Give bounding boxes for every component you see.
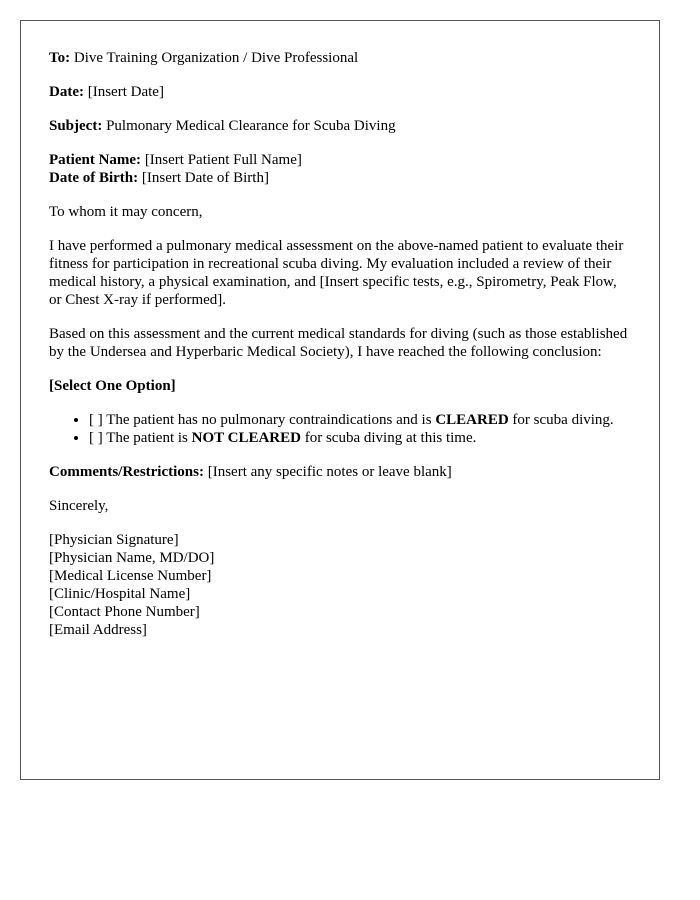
to-line xyxy=(49,49,631,67)
physician-signature: [Physician Signature] xyxy=(49,532,179,548)
contact-phone: [Contact Phone Number] xyxy=(49,604,200,620)
option-cleared-bold: CLEARED xyxy=(435,412,509,428)
patient-name-value: [Insert Patient Full Name] xyxy=(144,152,302,168)
salutation: To whom it may concern, xyxy=(49,204,203,220)
dob-label: Date of Birth: xyxy=(49,170,139,186)
subject-line xyxy=(49,117,631,135)
option-not-cleared-suffix: for scuba diving at this time. xyxy=(300,430,477,446)
date-label: Date: xyxy=(49,84,84,100)
conclusion-paragraph: Based on this assessment and the current medical standards for diving (such as those established by the Undersea and Hyperbaric Medical Society), I have reached the following conclusion: xyxy=(49,326,628,360)
physician-name: [Physician Name, MD/DO] xyxy=(49,550,215,566)
patient-name-line xyxy=(49,151,631,169)
option-cleared[interactable] xyxy=(89,411,631,429)
to-label: To: xyxy=(49,50,71,66)
clinic-name: [Clinic/Hospital Name] xyxy=(49,586,191,602)
select-option-heading xyxy=(49,377,631,395)
assessment-paragraph: I have performed a pulmonary medical assessment on the above-named patient to evaluate their fitness for participation in recreational scuba diving. My evaluation included a review of their medical history, a physical examination, and [Insert specific tests, e.g., Spirometry, Peak Flow, or Chest X-ray if performed]. xyxy=(49,238,624,308)
email-address: [Email Address] xyxy=(49,622,147,638)
sign-off: Sincerely, xyxy=(49,498,109,514)
option-cleared-prefix: [ ] The patient has no pulmonary contraindications and is xyxy=(89,412,436,428)
patient-name-label: Patient Name: xyxy=(49,152,142,168)
option-not-cleared[interactable] xyxy=(89,429,631,447)
subject-label: Subject: xyxy=(49,118,103,134)
comments-line xyxy=(49,463,631,481)
option-cleared-suffix: for scuba diving. xyxy=(508,412,614,428)
signature-block xyxy=(49,531,631,639)
subject-value: Pulmonary Medical Clearance for Scuba Diving xyxy=(106,118,396,134)
dob-line xyxy=(49,169,631,187)
comments-value: [Insert any specific notes or leave blank] xyxy=(207,464,452,480)
comments-label: Comments/Restrictions: xyxy=(49,464,204,480)
to-value: Dive Training Organization / Dive Professional xyxy=(73,50,359,66)
license-number: [Medical License Number] xyxy=(49,568,212,584)
select-option-label: [Select One Option] xyxy=(49,378,176,394)
option-not-cleared-bold: NOT CLEARED xyxy=(191,430,301,446)
option-not-cleared-prefix: [ ] The patient is xyxy=(89,430,192,446)
date-value: [Insert Date] xyxy=(87,84,164,100)
clearance-options xyxy=(49,411,631,447)
date-line xyxy=(49,83,631,101)
dob-value: [Insert Date of Birth] xyxy=(141,170,269,186)
clearance-letter xyxy=(20,20,660,780)
